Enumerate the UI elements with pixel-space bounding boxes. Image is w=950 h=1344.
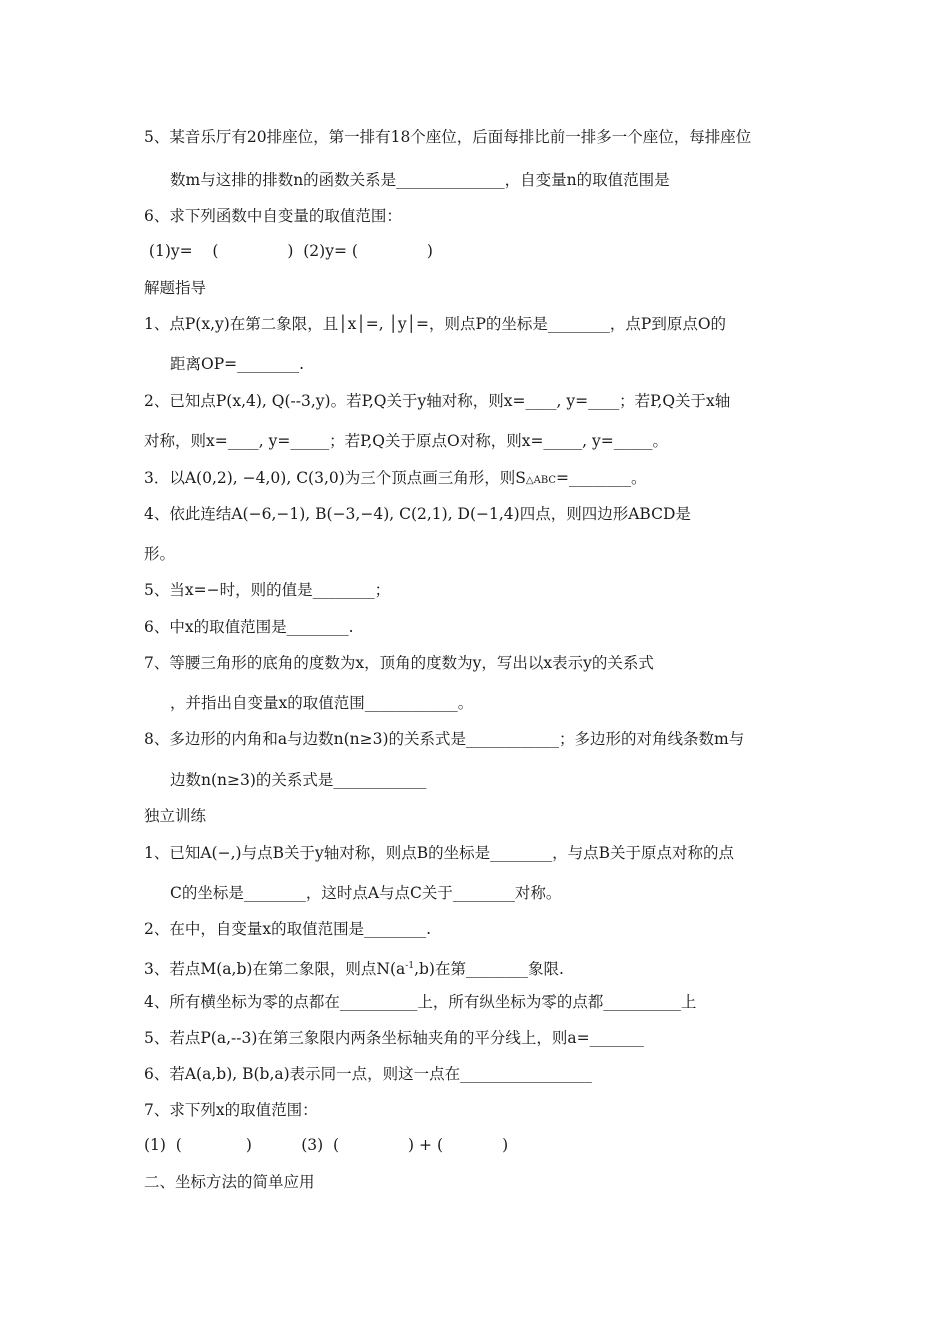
text-line: 5、当x=−时，则的值是________； — [144, 581, 391, 599]
text-line: (1)y= ( ) (2)y= ( ) — [144, 242, 433, 260]
text-line: 对称，则x=____, y=_____；若P,Q关于原点O对称，则x=_____, y=_____。 — [144, 432, 669, 450]
text-part: 3．以A(0,2), −4,0), C(3,0)为三个顶点画三角形，则S — [144, 469, 526, 487]
text-part: 3、若点M(a,b)在第二象限，则点N(a — [144, 960, 406, 979]
text-line: 5、若点P(a,--3)在第三象限内两条坐标轴夹角的平分线上，则a=_______ — [144, 1029, 644, 1047]
text-line: 6、求下列函数中自变量的取值范围： — [144, 207, 402, 225]
text-line: 2、在中，自变量x的取值范围是________. — [144, 920, 432, 938]
text-line — [144, 467, 810, 492]
text-line: 数m与这排的排数n的函数关系是______________，自变量n的取值范围是 — [170, 171, 670, 189]
subscript: △ABC — [525, 475, 557, 486]
text-line: 8、多边形的内角和a与边数n(n≥3)的关系式是____________；多边形的对角线条数m与 — [144, 730, 745, 748]
text-line: 1、点P(x,y)在第二象限，且│x│=, │y│=，则点P的坐标是________，点P到原点O的 — [144, 315, 727, 333]
text-line: 6、若A(a,b), B(b,a)表示同一点，则这一点在_________________ — [144, 1065, 592, 1083]
text-line: 距离OP=________. — [170, 355, 305, 373]
text-line: (1) ( ) (3) ( ) + ( ) — [144, 1136, 509, 1154]
text-line — [144, 955, 810, 980]
text-part: ,b)在第________象限. — [414, 960, 564, 979]
text-line: 4、依此连结A(−6,−1), B(−3,−4), C(2,1), D(−1,4)四点，则四边形ABCD是 — [144, 505, 691, 523]
section-heading: 二、坐标方法的简单应用 — [144, 1173, 315, 1191]
text-part: =________。 — [556, 469, 647, 487]
section-heading: 解题指导 — [144, 279, 207, 297]
text-line: 5、某音乐厅有20排座位，第一排有18个座位，后面每排比前一排多一个座位，每排座位 — [144, 128, 752, 146]
superscript: -1 — [405, 961, 415, 971]
text-line: C的坐标是________，这时点A与点C关于________对称。 — [170, 884, 562, 902]
text-line: 2、已知点P(x,4), Q(--3,y)。若P,Q关于y轴对称，则x=____, y=____；若P,Q关于x轴 — [144, 392, 731, 410]
text-line: ，并指出自变量x的取值范围____________。 — [170, 694, 474, 712]
text-line: 形。 — [144, 545, 176, 563]
text-line: 1、已知A(−,)与点B关于y轴对称，则点B的坐标是________，与点B关于原点对称的点 — [144, 844, 734, 862]
text-line: 边数n(n≥3)的关系式是____________ — [170, 771, 427, 789]
text-line: 6、中x的取值范围是________. — [144, 618, 354, 636]
text-line: 4、所有横坐标为零的点都在__________上，所有纵坐标为零的点都__________上 — [144, 993, 697, 1011]
section-heading: 独立训练 — [144, 807, 207, 825]
text-line: 7、求下列x的取值范围： — [144, 1101, 318, 1119]
text-line: 7、等腰三角形的底角的度数为x，顶角的度数为y，写出以x表示y的关系式 — [144, 654, 654, 672]
